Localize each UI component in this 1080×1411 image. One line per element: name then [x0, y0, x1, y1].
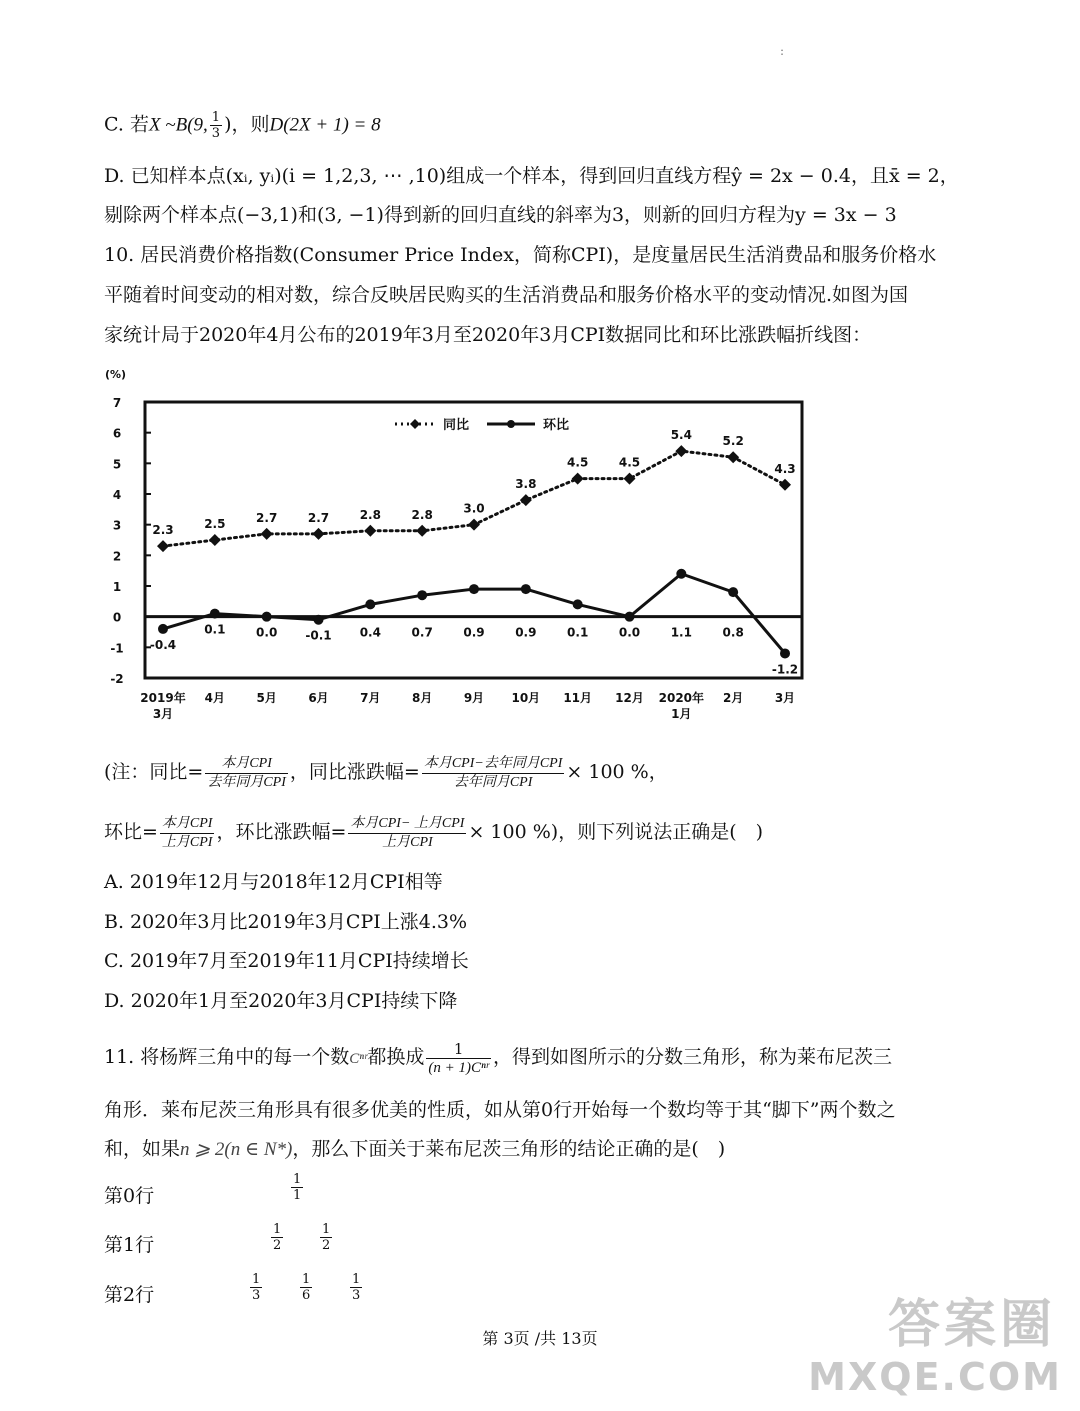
x-tick-label: 12月 — [615, 691, 644, 705]
series-yoy-data-label: 4.5 — [618, 455, 641, 470]
q11-condition: n ⩾ 2(n ∈ N*) — [180, 1139, 293, 1160]
y-tick-label: 7 — [112, 396, 122, 410]
q11-line3-a: 和，如果 — [104, 1138, 181, 1160]
series-yoy-data-label: 2.8 — [411, 507, 433, 522]
series-yoy-point — [779, 479, 791, 491]
note1-mid: ，同比涨跌幅= — [289, 761, 420, 783]
series-mom-data-label: 0.8 — [722, 625, 744, 640]
series-mom-point — [573, 599, 583, 609]
series-mom-point — [676, 569, 686, 579]
x-tick-label: 4月 — [204, 691, 226, 705]
q10-option-d: D. 2020年1月至2020年3月CPI持续下降 — [104, 990, 458, 1012]
q11-fraction: $\frac{1}{\text{(n + 1)Cⁿʳ}}$ — [428, 1039, 490, 1076]
note2-prefix: 环比= — [104, 821, 158, 843]
x-tick-label: 1月 — [671, 707, 692, 721]
series-yoy-data-label: 3.0 — [463, 501, 485, 516]
y-tick-label: 5 — [112, 457, 122, 472]
series-mom-point — [314, 615, 324, 625]
series-yoy-point — [675, 445, 687, 457]
header-mark: : — [780, 44, 785, 58]
series-yoy-data-label: 2.3 — [152, 523, 174, 538]
y-axis-label: (%) — [105, 368, 127, 381]
watermark-logo: 答案圈 — [887, 1295, 1056, 1355]
note1-frac1: $\frac{\text{本月CPI}}{\text{去年同月CPI}}$ — [207, 755, 286, 790]
series-mom-point — [262, 612, 272, 622]
series-yoy-point — [209, 534, 221, 546]
x-tick-label: 5月 — [256, 691, 277, 705]
y-tick-label: 2 — [112, 549, 122, 564]
q9-option-d-line2: 剔除两个样本点(−3,1)和(3, −1)得到新的回归直线的斜率为3，则新的回归方程为y = 3x − 3 — [104, 204, 897, 226]
q9-option-c — [104, 110, 381, 141]
x-tick-label: 9月 — [463, 691, 485, 705]
triangle-row2-item: $\frac{1}{3}$ — [352, 1272, 361, 1303]
series-mom-point — [210, 609, 220, 619]
triangle-row1-item: $\frac{1}{2}$ — [322, 1222, 331, 1253]
series-mom-data-label: -0.1 — [305, 628, 332, 643]
series-yoy-point — [364, 525, 376, 537]
series-mom-point — [365, 599, 375, 609]
series-yoy-data-label: 5.2 — [722, 434, 744, 449]
series-yoy-point — [624, 473, 636, 485]
series-yoy-point — [572, 473, 584, 485]
q11-line1-a: 11. 将杨辉三角中的每一个数 — [104, 1046, 350, 1068]
note2-frac1: $\frac{\text{本月CPI}}{\text{上月CPI}}$ — [161, 815, 213, 850]
series-yoy-point — [416, 525, 428, 537]
q10-stem-line1: 10. 居民消费价格指数(Consumer Price Index，简称CPI)，是度量居民生活消费品和服务价格水 — [104, 244, 937, 266]
series-yoy-point — [313, 528, 325, 540]
series-mom-data-label: -1.2 — [771, 662, 799, 677]
q9-option-c-expr: D(2X + 1) = 8 — [269, 114, 381, 136]
q11-line3-b: ，那么下面关于莱布尼茨三角形的结论正确的是( ) — [292, 1138, 726, 1160]
triangle-row1-item: $\frac{1}{2}$ — [273, 1222, 282, 1253]
x-tick-label: 2月 — [722, 691, 744, 705]
legend-mom-swatch-marker — [507, 420, 515, 428]
q10-option-b: B. 2020年3月比2019年3月CPI上涨4.3% — [104, 911, 468, 933]
series-yoy-data-label: 2.5 — [204, 517, 226, 531]
series-mom-data-label: 0.9 — [463, 625, 485, 640]
series-yoy-line — [163, 451, 785, 546]
y-tick-label: 3 — [112, 518, 122, 533]
q11-stem-line1 — [104, 1035, 892, 1081]
x-tick-label: 8月 — [411, 691, 433, 705]
note2-mid: ，环比涨跌幅= — [216, 821, 347, 843]
x-tick-label: 3月 — [774, 691, 796, 705]
series-mom-data-label: 0.9 — [515, 625, 537, 640]
y-tick-label: -1 — [110, 641, 124, 656]
q9-option-c-prefix: C. 若 — [104, 113, 149, 136]
series-yoy-data-label: 4.3 — [774, 461, 796, 476]
note1-prefix: (注：同比= — [104, 761, 204, 783]
series-mom-data-label: 1.1 — [670, 625, 692, 640]
q11-stem-line2: 角形．莱布尼茨三角形具有很多优美的性质，如从第0行开始每一个数均等于其“脚下”两个数之 — [104, 1099, 896, 1121]
q11-binomial-symbol: Cⁿʳ — [349, 1051, 368, 1067]
q10-note2 — [104, 812, 763, 852]
q10-option-c: C. 2019年7月至2019年11月CPI持续增长 — [104, 950, 469, 972]
cpi-chart-svg — [95, 360, 815, 735]
series-mom-point — [469, 584, 479, 594]
series-yoy-data-label: 2.7 — [256, 510, 278, 525]
series-mom-data-label: 0.1 — [204, 622, 226, 637]
q9-option-c-mid: 则 — [250, 113, 270, 136]
series-mom-data-label: 0.0 — [618, 625, 641, 640]
series-mom-point — [158, 624, 168, 634]
series-mom-point — [625, 612, 635, 622]
series-mom-point — [417, 590, 427, 600]
note1-frac2: $\frac{\text{本月CPI−去年同月CPI}}{\text{去年同月CPI}}$ — [423, 755, 563, 790]
legend-mom-label: 环比 — [543, 418, 570, 433]
series-yoy-point — [727, 451, 739, 463]
legend-yoy-swatch-marker — [410, 419, 420, 429]
series-mom-data-label: -0.4 — [149, 637, 177, 652]
x-tick-label: 6月 — [308, 691, 329, 705]
series-yoy-data-label: 2.8 — [359, 507, 381, 522]
q10-stem-line3: 家统计局于2020年4月公布的2019年3月至2020年3月CPI数据同比和环比涨跌幅折线图： — [104, 324, 872, 346]
series-mom-point — [728, 587, 738, 597]
q9-option-c-frac: $\frac{1}{3}$ — [211, 110, 221, 141]
triangle-row2-label: 第2行 — [104, 1284, 155, 1306]
series-yoy-point — [157, 540, 169, 552]
triangle-row0-label: 第0行 — [104, 1185, 155, 1207]
series-mom-point — [780, 648, 790, 658]
page-footer: 第 3页 /共 13页 — [482, 1329, 598, 1348]
y-tick-label: -2 — [110, 672, 124, 686]
q11-line1-c: ，得到如图所示的分数三角形，称为莱布尼茨三 — [493, 1046, 893, 1068]
q10-stem-line2: 平随着时间变动的相对数，综合反映居民购买的生活消费品和服务价格水平的变动情况.如图为国 — [104, 284, 909, 306]
q11-line1-b: 都换成 — [367, 1046, 425, 1068]
x-tick-label: 7月 — [360, 691, 381, 705]
triangle-row2-item: $\frac{1}{6}$ — [302, 1272, 311, 1303]
series-yoy-point — [261, 528, 273, 540]
triangle-row2-item: $\frac{1}{3}$ — [252, 1272, 261, 1303]
cpi-chart — [95, 360, 815, 735]
x-tick-label: 11月 — [563, 691, 593, 705]
q9-option-c-dist: X ~B(9, — [148, 114, 208, 136]
x-tick-label: 2020年 — [658, 691, 705, 705]
x-tick-label: 10月 — [511, 691, 541, 705]
series-mom-data-label: 0.0 — [256, 625, 278, 640]
series-yoy-data-label: 5.4 — [670, 428, 692, 443]
y-tick-label: 6 — [112, 426, 122, 441]
triangle-row1-label: 第1行 — [104, 1234, 155, 1256]
q9-option-d-line1: D. 已知样本点(xᵢ, yᵢ)(i = 1,2,3, ⋯ ,10)组成一个样本，得到回归直线方程ŷ = 2x − 0.4，且x̄ = 2， — [104, 165, 959, 187]
q10-option-a: A. 2019年12月与2018年12月CPI相等 — [104, 871, 443, 893]
watermark-url: MXQE.COM — [808, 1355, 1062, 1399]
series-mom-data-label: 0.1 — [567, 625, 589, 640]
note1-suffix: × 100 %， — [566, 761, 668, 783]
q10-note1 — [104, 752, 668, 792]
x-tick-label: 2019年 — [140, 691, 186, 705]
q9-option-c-dist-close: )， — [224, 113, 251, 136]
series-yoy-data-label: 4.5 — [567, 455, 589, 470]
series-yoy-point — [520, 494, 532, 506]
x-tick-label: 3月 — [152, 707, 174, 721]
q11-stem-line3 — [104, 1135, 725, 1164]
series-yoy-data-label: 2.7 — [307, 510, 330, 525]
y-tick-label: 4 — [112, 488, 122, 502]
y-tick-label: 0 — [112, 610, 122, 625]
series-yoy-point — [468, 519, 480, 531]
series-mom-data-label: 0.7 — [411, 625, 433, 640]
series-yoy-data-label: 3.8 — [515, 477, 537, 492]
triangle-row0-item: $\frac{1}{1}$ — [293, 1172, 302, 1203]
note2-suffix: × 100 %)，则下列说法正确是( ) — [468, 821, 764, 843]
note2-frac2: $\frac{\text{本月CPI− 上月CPI}}{\text{上月CPI}}$ — [350, 815, 465, 850]
legend-yoy-label: 同比 — [443, 418, 470, 433]
y-tick-label: 1 — [112, 580, 122, 594]
series-mom-data-label: 0.4 — [359, 625, 381, 640]
series-mom-point — [521, 584, 531, 594]
